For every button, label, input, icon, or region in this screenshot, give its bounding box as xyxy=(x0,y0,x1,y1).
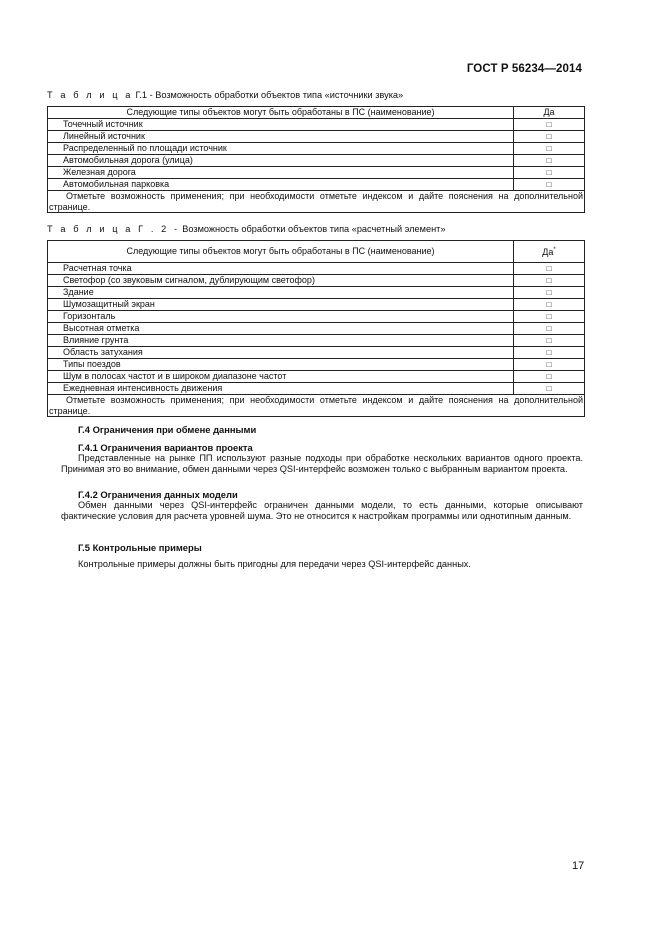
table-row xyxy=(48,335,585,347)
object-type-name: Горизонталь xyxy=(48,311,514,323)
table-row xyxy=(48,287,585,299)
table-note-row xyxy=(48,395,585,417)
object-type-name: Здание xyxy=(48,287,514,299)
object-type-name: Распределенный по площади источник xyxy=(48,143,514,155)
object-type-name: Типы поездов xyxy=(48,359,514,371)
object-type-name: Расчетная точка xyxy=(48,263,514,275)
section-g41-title: Г.4.1 Ограничения вариантов проекта xyxy=(78,442,253,453)
table1-header-name: Следующие типы объектов могут быть обработаны в ПС (наименование) xyxy=(48,107,514,119)
section-g42-text: Обмен данными через QSI-интерфейс ограничен данными модели, то есть данными, которые описывают фактические условия для расчета уровней шума. Это не относится к настройкам программы или однотипным данным. xyxy=(61,500,583,522)
checkbox-mark[interactable]: □ xyxy=(514,179,585,191)
checkbox-mark[interactable]: □ xyxy=(514,119,585,131)
checkbox-mark[interactable]: □ xyxy=(514,263,585,275)
table2 xyxy=(47,240,585,417)
checkbox-mark[interactable]: □ xyxy=(514,143,585,155)
table-row xyxy=(48,299,585,311)
checkbox-mark[interactable]: □ xyxy=(514,299,585,311)
table2-caption-text: Возможность обработки объектов типа «расчетный элемент» xyxy=(179,224,446,234)
table-row xyxy=(48,371,585,383)
table1-caption xyxy=(47,90,403,100)
section-g4-title: Г.4 Ограничения при обмене данными xyxy=(78,424,257,435)
checkbox-mark[interactable]: □ xyxy=(514,275,585,287)
table1 xyxy=(47,106,585,213)
table-row xyxy=(48,119,585,131)
table-note-row xyxy=(48,191,585,213)
object-type-name: Шумозащитный экран xyxy=(48,299,514,311)
object-type-name: Влияние грунта xyxy=(48,335,514,347)
object-type-name: Автомобильная парковка xyxy=(48,179,514,191)
table-row xyxy=(48,347,585,359)
table1-caption-prefix: Т а б л и ц а xyxy=(47,90,133,100)
table-row xyxy=(48,131,585,143)
object-type-name: Железная дорога xyxy=(48,167,514,179)
checkbox-mark[interactable]: □ xyxy=(514,371,585,383)
object-type-name: Точечный источник xyxy=(48,119,514,131)
table1-header-yes: Да xyxy=(514,107,585,119)
page-number: 17 xyxy=(572,860,585,872)
checkbox-mark[interactable]: □ xyxy=(514,155,585,167)
section-g42-title: Г.4.2 Ограничения данных модели xyxy=(78,489,238,500)
table-row xyxy=(48,143,585,155)
table-row xyxy=(48,323,585,335)
checkbox-mark[interactable]: □ xyxy=(514,359,585,371)
table-row xyxy=(48,359,585,371)
object-type-name: Область затухания xyxy=(48,347,514,359)
object-type-name: Шум в полосах частот и в широком диапазоне частот xyxy=(48,371,514,383)
object-type-name: Ежедневная интенсивность движения xyxy=(48,383,514,395)
table-row xyxy=(48,263,585,275)
table2-caption xyxy=(47,224,445,234)
checkbox-mark[interactable]: □ xyxy=(514,131,585,143)
object-type-name: Автомобильная дорога (улица) xyxy=(48,155,514,167)
table1-caption-text: Г.1 - Возможность обработки объектов типа «источники звука» xyxy=(132,90,404,100)
section-g5-text: Контрольные примеры должны быть пригодны для передачи через QSI-интерфейс данных. xyxy=(78,559,471,569)
table2-header-yes-mark: * xyxy=(553,247,556,253)
checkbox-mark[interactable]: □ xyxy=(514,335,585,347)
checkbox-mark[interactable]: □ xyxy=(514,383,585,395)
checkbox-mark[interactable]: □ xyxy=(514,311,585,323)
object-type-name: Линейный источник xyxy=(48,131,514,143)
table2-caption-prefix: Т а б л и ц а Г . 2 - xyxy=(47,224,180,234)
table-row xyxy=(48,383,585,395)
table2-header-yes xyxy=(514,241,585,263)
object-type-name: Высотная отметка xyxy=(48,323,514,335)
section-g5-title: Г.5 Контрольные примеры xyxy=(78,542,202,553)
table-note: Отметьте возможность применения; при необходимости отметьте индексом и дайте пояснения на дополнительной странице. xyxy=(49,395,583,416)
table2-header-name: Следующие типы объектов могут быть обработаны в ПС (наименование) xyxy=(48,241,514,263)
section-g41-text: Представленные на рынке ПП используют разные подходы при обработке нескольких вариантов одного проекта. Принимая это во внимание, обмен данными через QSI-интерфейс возможен только с выбранным вариантом проекта. xyxy=(61,453,583,475)
checkbox-mark[interactable]: □ xyxy=(514,167,585,179)
checkbox-mark[interactable]: □ xyxy=(514,287,585,299)
table-row xyxy=(48,155,585,167)
table-note: Отметьте возможность применения; при необходимости отметьте индексом и дайте пояснения на дополнительной странице. xyxy=(49,191,583,212)
checkbox-mark[interactable]: □ xyxy=(514,323,585,335)
table-row xyxy=(48,311,585,323)
object-type-name: Светофор (со звуковым сигналом, дублирующим светофор) xyxy=(48,275,514,287)
table-row xyxy=(48,167,585,179)
table-row xyxy=(48,179,585,191)
table2-header-yes-label: Да xyxy=(542,247,554,257)
document-number: ГОСТ Р 56234—2014 xyxy=(466,63,582,75)
checkbox-mark[interactable]: □ xyxy=(514,347,585,359)
table-row xyxy=(48,275,585,287)
